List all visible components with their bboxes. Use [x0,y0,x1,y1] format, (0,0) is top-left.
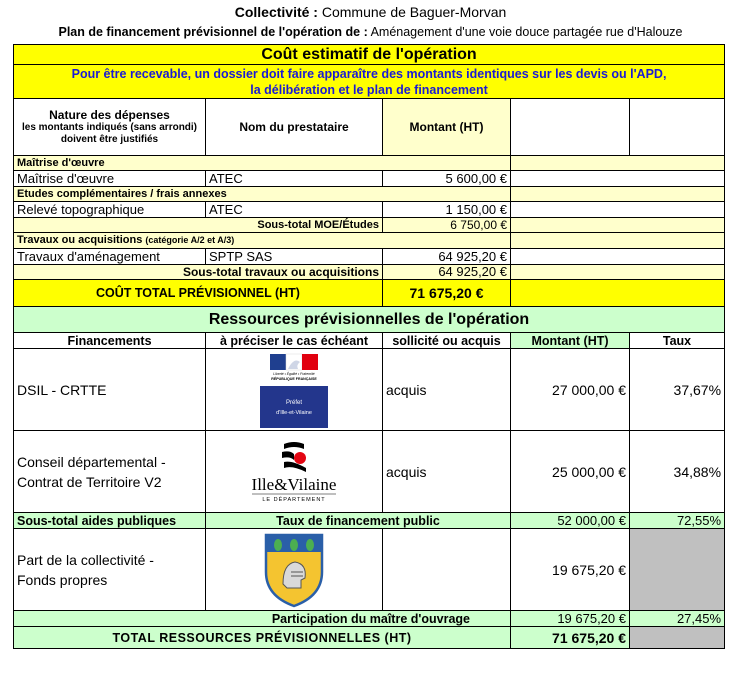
amount-dsil: 27 000,00 € [511,349,630,431]
section-title-works [14,233,511,249]
dept-logo-name: Ille&Vilaine [251,474,337,494]
amount-studies: 1 150,00 € [383,202,511,218]
plan-line [0,25,741,39]
subtotal-moe-label: Sous-total MOE/Études [14,218,383,233]
col-financing-header: Financements [14,333,206,349]
col-amount-header: Montant (HT) [383,99,511,156]
amount-works: 64 925,20 € [383,249,511,265]
own-funds-line1: Part de la collectivité - [17,551,154,568]
public-rate-label: Taux de financement public [206,513,511,529]
ille-et-vilaine-logo [234,438,354,506]
prefet-logo [260,352,328,428]
subtotal-public-label: Sous-total aides publiques [14,513,206,529]
col-provider-header: Nom du prestataire [206,99,383,156]
provider-works: SPTP SAS [206,249,383,265]
prefet-motto: Liberté • Égalité • Fraternité [273,371,315,376]
financing-table [13,44,725,649]
section-title-works-suffix: (catégorie A/2 et A/3) [145,235,235,245]
empty-cell [511,187,725,202]
resources-total-label: TOTAL RESSOURCES PRÉVISIONNELLES (HT) [14,627,511,649]
empty-cell [511,156,725,171]
prefet-logo-cell [206,349,383,431]
dept-logo-cell [206,431,383,513]
col-status-header: sollicité ou acquis [383,333,511,349]
col-nature-title: Nature des dépenses [49,108,170,122]
cost-title: Coût estimatif de l'opération [14,45,725,65]
empty-cell [383,529,511,611]
prefet-region: d'Ille-et-Vilaine [276,409,312,416]
coat-of-arms-logo [263,532,325,608]
prefet-title: Préfet [285,399,303,406]
empty-cell [511,249,725,265]
prefet-republic: RÉPUBLIQUE FRANÇAISE [271,376,317,381]
cost-total-label: COÛT TOTAL PRÉVISIONNEL (HT) [14,280,383,307]
resources-title: Ressources prévisionnelles de l'opération [14,307,725,333]
rate-dsil: 37,67% [630,349,725,431]
owner-share-label: Participation du maître d'ouvrage [14,611,511,627]
coat-of-arms-cell [206,529,383,611]
section-title-moe: Maîtrise d'œuvre [14,156,511,171]
section-title-works-main: Travaux ou acquisitions [17,234,143,246]
empty-cell [511,233,725,249]
gray-cell [630,529,725,611]
cost-total-value: 71 675,20 € [383,280,511,307]
collectivite-value: Commune de Baguer-Morvan [321,4,507,20]
section-title-studies: Etudes complémentaires / frais annexes [14,187,511,202]
dept-logo-sub: LE DÉPARTEMENT [262,496,326,503]
owner-share-rate: 27,45% [630,611,725,627]
cost-notice-line1: Pour être recevable, un dossier doit faire apparaître des montants identiques sur les devis ou l'APD, [71,66,667,81]
item-works: Travaux d'aménagement [14,249,206,265]
own-funds-value: 19 675,20 € [511,529,630,611]
col-nature-sub: les montants indiqués (sans arrondi) doivent être justifiés [21,122,198,145]
col-nature-header [14,99,206,156]
status-dept: acquis [383,431,511,513]
item-moe: Maîtrise d'œuvre [14,171,206,187]
financing-dept-line1: Conseil départemental - [17,453,166,470]
col-details-header: à préciser le cas échéant [206,333,383,349]
empty-cell [511,218,725,233]
cost-notice-line2: la délibération et le plan de financement [250,82,488,97]
subtotal-public-value: 52 000,00 € [511,513,630,529]
amount-dept: 25 000,00 € [511,431,630,513]
empty-cell [511,280,725,307]
col-rate-header: Taux [630,333,725,349]
subtotal-works-label: Sous-total travaux ou acquisitions [14,265,383,280]
item-studies: Relevé topographique [14,202,206,218]
col-res-amount-header: Montant (HT) [511,333,630,349]
empty-cell [511,265,725,280]
plan-label: Plan de financement prévisionnel de l'opération de : [58,25,368,39]
subtotal-works-value: 64 925,20 € [383,265,511,280]
empty-cell [630,99,725,156]
empty-cell [511,171,725,187]
collectivite-line [0,4,741,20]
resources-total-value: 71 675,20 € [511,627,630,649]
subtotal-public-rate: 72,55% [630,513,725,529]
collectivite-label: Collectivité : [234,4,318,20]
financing-dsil: DSIL - CRTTE [14,349,206,431]
cost-notice [14,65,725,99]
rate-dept: 34,88% [630,431,725,513]
financing-dept-line2: Contrat de Territoire V2 [17,473,162,490]
owner-share-value: 19 675,20 € [511,611,630,627]
provider-studies: ATEC [206,202,383,218]
empty-cell [511,202,725,218]
own-funds-label [14,529,206,611]
financing-dept [14,431,206,513]
own-funds-line2: Fonds propres [17,571,108,588]
plan-value: Aménagement d'une voie douce partagée rue d'Halouze [370,25,683,39]
empty-cell [511,99,630,156]
subtotal-moe-value: 6 750,00 € [383,218,511,233]
provider-moe: ATEC [206,171,383,187]
status-dsil: acquis [383,349,511,431]
amount-moe: 5 600,00 € [383,171,511,187]
gray-cell [630,627,725,649]
